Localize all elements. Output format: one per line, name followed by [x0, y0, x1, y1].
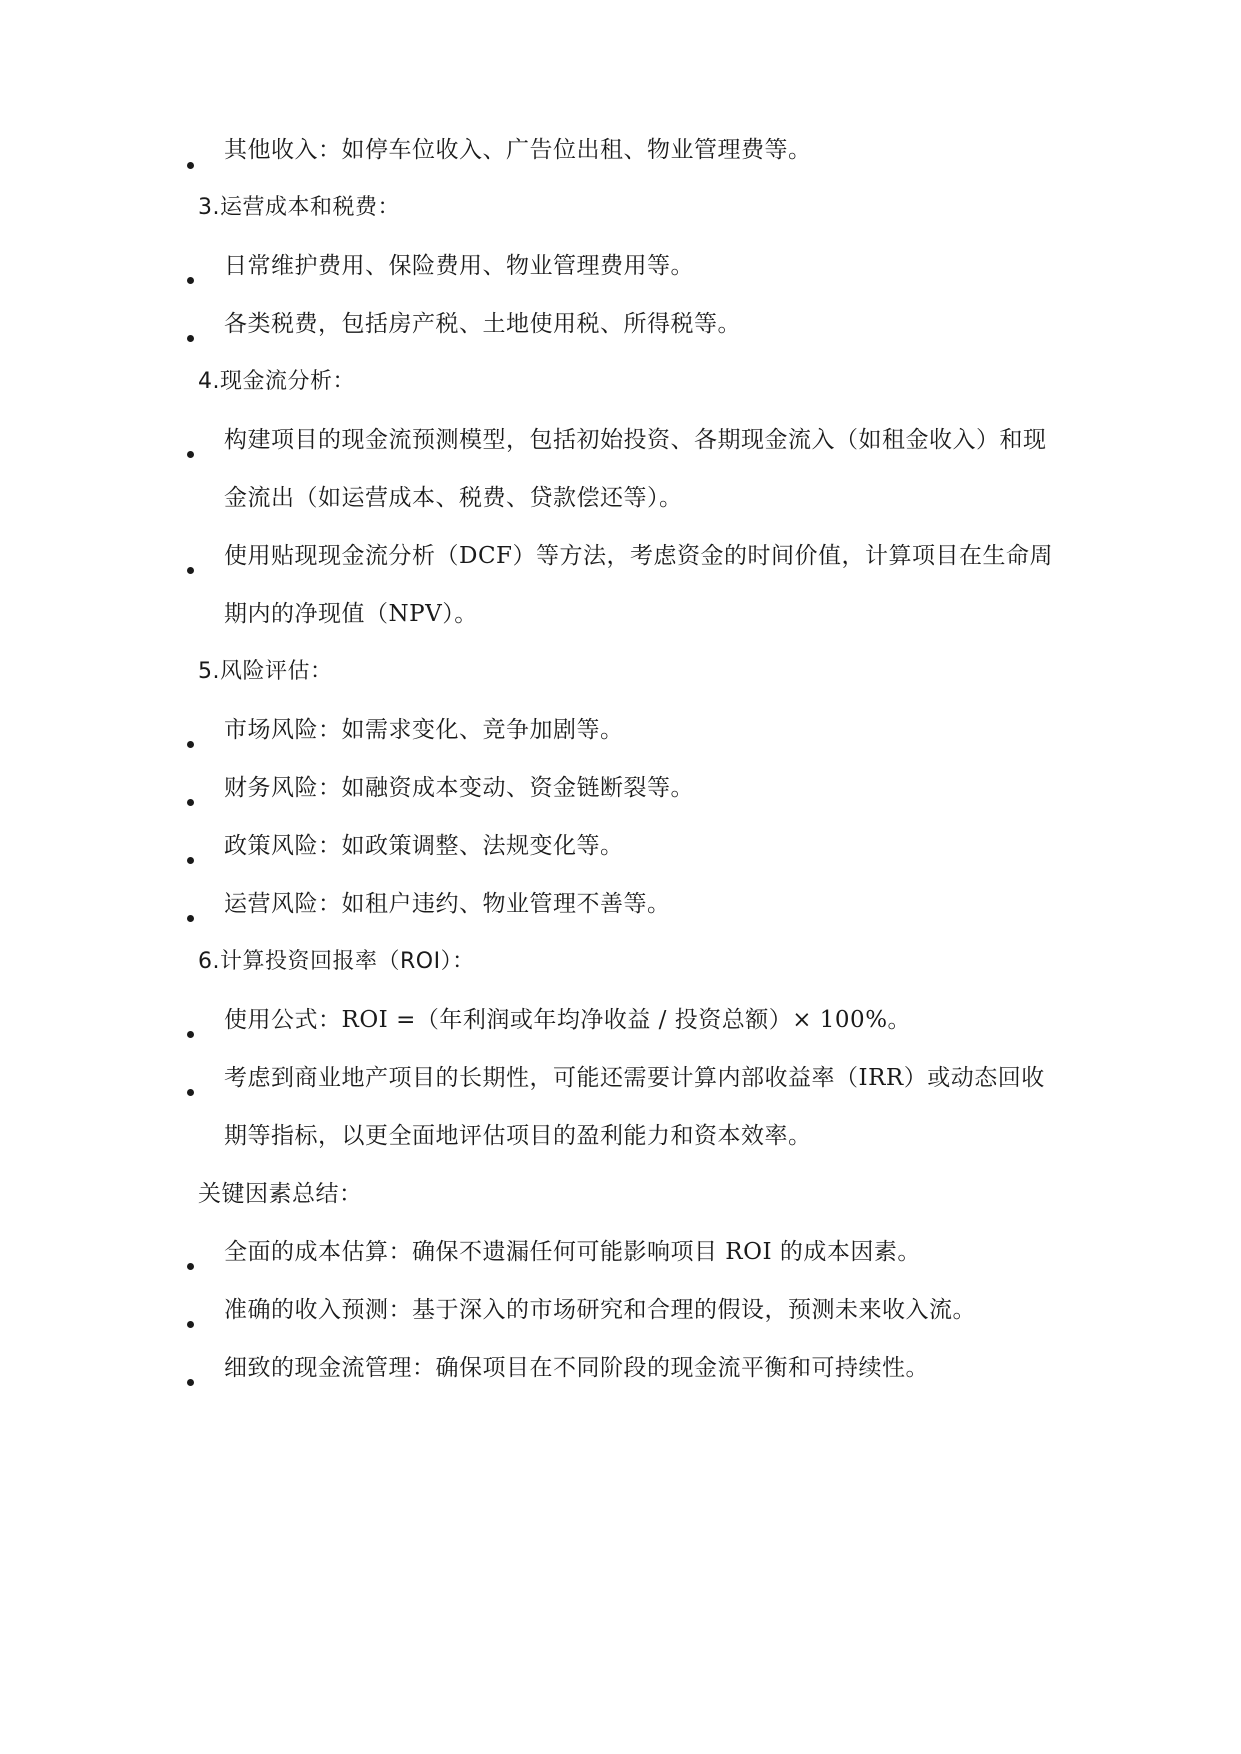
bullet-dot: [187, 799, 194, 806]
bullet-item-dcf: 使用贴现现金流分析（DCF）等方法，考虑资金的时间价值，计算项目在生命周: [224, 543, 1053, 569]
bullet-item-irr: 考虑到商业地产项目的长期性，可能还需要计算内部收益率（IRR）或动态回收: [224, 1065, 1045, 1091]
bullet-dot: [187, 1089, 194, 1096]
bullet-item-operating-risk: 运营风险：如租户违约、物业管理不善等。: [224, 891, 671, 917]
bullet-dot: [187, 567, 194, 574]
bullet-item-cost-estimate: 全面的成本估算：确保不遗漏任何可能影响项目 ROI 的成本因素。: [224, 1239, 921, 1265]
bullet-item-cash-flow-management: 细致的现金流管理：确保项目在不同阶段的现金流平衡和可持续性。: [224, 1355, 929, 1381]
section-heading-roi: 6.计算投资回报率（ROI）：: [198, 949, 475, 974]
bullet-dot: [187, 277, 194, 284]
bullet-dot: [187, 162, 194, 169]
bullet-dot: [187, 857, 194, 864]
bullet-dot: [187, 1263, 194, 1270]
bullet-item-financial-risk: 财务风险：如融资成本变动、资金链断裂等。: [224, 775, 694, 801]
bullet-item-irr-cont: 期等指标，以更全面地评估项目的盈利能力和资本效率。: [224, 1123, 812, 1149]
bullet-item-maintenance-costs: 日常维护费用、保险费用、物业管理费用等。: [224, 253, 694, 279]
bullet-item-policy-risk: 政策风险：如政策调整、法规变化等。: [224, 833, 624, 859]
bullet-dot: [187, 1379, 194, 1386]
bullet-item-cash-flow-model: 构建项目的现金流预测模型，包括初始投资、各期现金流入（如租金收入）和现: [224, 427, 1047, 453]
bullet-dot: [187, 335, 194, 342]
section-heading-cash-flow: 4.现金流分析：: [198, 369, 355, 394]
bullet-item-other-income: 其他收入：如停车位收入、广告位出租、物业管理费等。: [224, 137, 812, 163]
bullet-item-taxes: 各类税费，包括房产税、土地使用税、所得税等。: [224, 311, 741, 337]
bullet-item-cash-flow-model-cont: 金流出（如运营成本、税费、贷款偿还等）。: [224, 485, 683, 511]
bullet-item-dcf-cont: 期内的净现值（NPV）。: [224, 601, 478, 627]
section-heading-key-factors: 关键因素总结：: [198, 1181, 363, 1207]
bullet-dot: [187, 1031, 194, 1038]
bullet-item-market-risk: 市场风险：如需求变化、竞争加剧等。: [224, 717, 624, 743]
bullet-dot: [187, 741, 194, 748]
bullet-item-revenue-forecast: 准确的收入预测：基于深入的市场研究和合理的假设，预测未来收入流。: [224, 1297, 976, 1323]
bullet-dot: [187, 915, 194, 922]
section-heading-risk: 5.风险评估：: [198, 659, 333, 684]
bullet-dot: [187, 451, 194, 458]
section-heading-operating-costs: 3.运营成本和税费：: [198, 195, 400, 220]
bullet-item-roi-formula: 使用公式：ROI =（年利润或年均净收益 / 投资总额）× 100%。: [224, 1007, 912, 1033]
bullet-dot: [187, 1321, 194, 1328]
